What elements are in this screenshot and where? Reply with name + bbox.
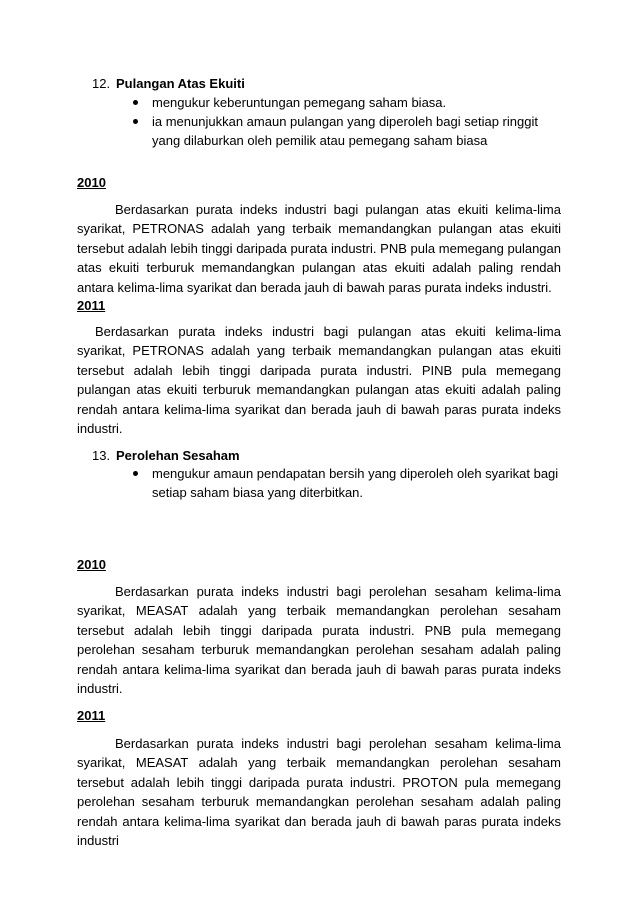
bullet-item: [0, 112, 560, 150]
paragraph-2010: Berdasarkan purata indeks industri bagi pulangan atas ekuiti kelima-lima syarikat, PETRONAS adalah yang terbaik memandangkan pulangan atas ekuiti tersebut adalah lebih tinggi daripada purata industri. PNB pula memegang pulangan atas ekuiti terburuk memandangkan pulangan atas ekuiti adalah paling rendah antara kelima-lima syarikat dan berada jauh di bawah paras purata indeks industri.: [77, 202, 561, 295]
section-heading-13: [92, 446, 240, 465]
bullet-list-12: [0, 93, 560, 151]
year-heading-2011: 2011: [77, 708, 106, 723]
section-title: Pulangan Atas Ekuiti: [116, 76, 245, 91]
bullet-icon: [133, 100, 138, 105]
bullet-icon: [133, 119, 138, 124]
bullet-text: ia menunjukkan amaun pulangan yang diperoleh bagi setiap ringgit yang dilaburkan oleh pemilik atau pemegang saham biasa: [152, 114, 538, 149]
bullet-item: [0, 464, 560, 502]
bullet-item: [0, 93, 560, 112]
section-heading-12: [92, 74, 245, 93]
section-number: 13.: [92, 448, 111, 463]
bullet-list-13: [0, 464, 560, 502]
year-heading-2010: 2010: [77, 175, 106, 190]
paragraph-2011: Berdasarkan purata indeks industri bagi perolehan sesaham kelima-lima syarikat, MEASAT adalah yang terbaik memandangkan perolehan sesaham tersebut adalah lebih tinggi daripada purata industri. PROTON pula memegang perolehan sesaham terburuk memandangkan perolehan sesaham adalah paling rendah antara kelima-lima syarikat dan berada jauh di bawah paras purata indeks industri: [77, 736, 561, 849]
section-number: 12.: [92, 76, 111, 91]
bullet-icon: [133, 471, 138, 476]
bullet-text: mengukur amaun pendapatan bersih yang diperoleh oleh syarikat bagi setiap saham biasa yang diterbitkan.: [152, 466, 559, 501]
paragraph-2010: Berdasarkan purata indeks industri bagi perolehan sesaham kelima-lima syarikat, MEASAT adalah yang terbaik memandangkan perolehan sesaham tersebut adalah lebih tinggi daripada purata industri. PNB pula memegang perolehan sesaham terburuk memandangkan perolehan sesaham adalah paling rendah antara kelima-lima syarikat dan berada jauh di bawah paras purata indeks industri.: [77, 584, 561, 697]
section-title: Perolehan Sesaham: [116, 448, 240, 463]
paragraph-2011: Berdasarkan purata indeks industri bagi pulangan atas ekuiti kelima-lima syarikat, PETRONAS adalah yang terbaik memandangkan pulangan atas ekuiti tersebut adalah lebih tinggi daripada purata industri. PINB pula memegang pulangan atas ekuiti terburuk memandangkan pulangan atas ekuiti adalah paling rendah antara kelima-lima syarikat dan berada jauh di bawah paras purata indeks industri.: [77, 324, 561, 437]
year-heading-2011: 2011: [77, 298, 106, 313]
bullet-text: mengukur keberuntungan pemegang saham biasa.: [152, 95, 447, 110]
year-heading-2010: 2010: [77, 557, 106, 572]
